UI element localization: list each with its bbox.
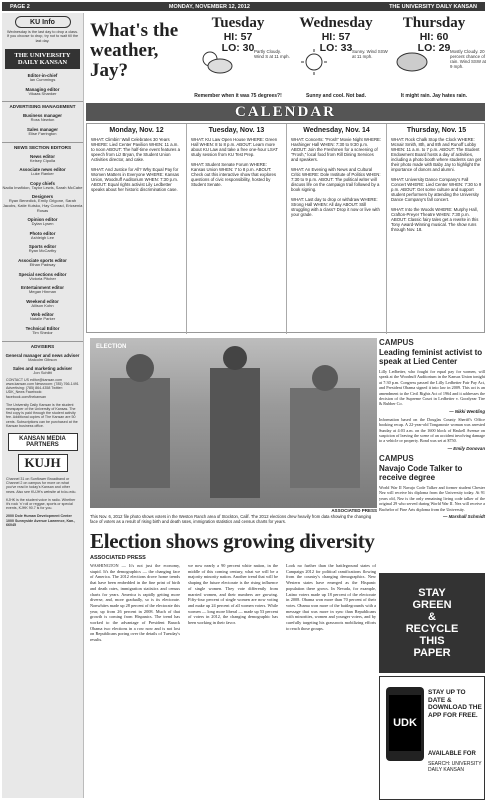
calendar-event: WHAT: And Justice for All? Why Equal Pay for Women Matters in Everyone WHERE: Kansas Union, Woodruff Auditorium WHEN: 7:30 p.m. ABOUT: Equal rights activist Lily Ledbetter speaks about her historic discrimination case. xyxy=(91,167,180,192)
staff-section-head: ADVERTISING MANAGEMENT xyxy=(2,101,83,109)
paper-name: THE UNIVERSITY DAILY KANSAN xyxy=(389,3,477,10)
staff-name: Ashleigh Lee xyxy=(30,234,55,240)
weather-low: LO: 33 xyxy=(319,42,353,54)
weather-day-name: Tuesday xyxy=(211,15,265,31)
staff-name: Tim Shedor xyxy=(32,329,53,335)
weather-day-name: Thursday xyxy=(402,15,466,31)
contact-info: CONTACT US editor@kansan.com www.kansan.com Newsroom: (785) 766-1491 Advertising: (785) 864-4358 Twitter: UDK_News Facebook: facebook.com/thekansan xyxy=(6,377,79,399)
app-ad xyxy=(379,676,485,800)
weather-day-name: Wednesday xyxy=(299,15,373,31)
issue-date: MONDAY, NOVEMBER 12, 2012 xyxy=(168,3,250,10)
calendar-date: Thursday, Nov. 15 xyxy=(406,127,467,134)
app-logo: UDK xyxy=(389,695,421,751)
ad-line: STAY xyxy=(418,587,446,599)
weather-day-wednesday xyxy=(288,15,388,99)
staff-title: Special sections editor xyxy=(18,271,67,277)
staff-name: Ethan Padway xyxy=(29,261,56,267)
staff-name: Ian Cummings xyxy=(29,77,56,83)
weather-high: HI: 57 xyxy=(321,31,351,43)
weather-low: LO: 30 xyxy=(221,42,255,54)
staff-title: Sales manager xyxy=(27,127,58,132)
staff-name: Dylan Lysen xyxy=(31,221,54,227)
voters-illustration xyxy=(90,338,377,508)
staff-name: Ross Newton xyxy=(30,117,55,123)
staff-title: Weekend editor xyxy=(26,298,59,304)
staff-title: Editor-in-chief xyxy=(27,73,58,79)
story-headline: Election shows growing diversity xyxy=(90,529,375,553)
staff-title: News editor xyxy=(30,153,55,159)
calendar-date: Wednesday, Nov. 14 xyxy=(303,127,370,134)
staff-name: Ryan McCarthy xyxy=(28,248,57,254)
app-ad-search: SEARCH: UNIVERSITY DAILY KANSAN xyxy=(428,761,482,773)
staff-title: Photo editor xyxy=(29,230,56,236)
cloudy-icon xyxy=(394,49,430,75)
section-label-2: CAMPUS xyxy=(379,453,414,463)
calendar-date: Tuesday, Nov. 13 xyxy=(208,127,265,134)
weather-desc: Mostly Cloudy. 20 percent chance of rain. Wind SSW at 9 mph. xyxy=(450,49,486,69)
brief-text: Lilly Ledbetter, who fought for equal pay for women, will speak at the Woodruff Auditorium in the Kansas Union tonight at 7:30 p.m. Congress passed the Lilly Ledbetter Fair Pay Act, and President Obama signed it into law in 2009. This act is an amendment to the Civil Rights Act of 1964 and it addresses the decision of the Supreme Court in Ledbetter v. Goodyear Tire & Rubber Co. xyxy=(379,369,485,407)
staff-title: Sports editor xyxy=(28,244,57,250)
calendar-col-thursday xyxy=(387,124,486,334)
crime-author: — Emily Donovan xyxy=(447,445,485,451)
staff-title: Entertainment editor xyxy=(21,285,64,291)
weather-caption: It might rain. Jay hates rain. xyxy=(400,93,468,99)
ad-line: GREEN xyxy=(412,599,452,611)
story-column-2: we now nearly a 90 percent white nation, in the middle of this coming century, what we will be a majority minority nation. Another trend that will be shaping the future electorate is the rising influence of single women. They vote differently from married women, and their numbers are growing. Fifty-four percent of single women are now voting and make up 24 percent of all women voters. While women — long more liberal — made up 53 percent of voters in 2012, the changing demographic has been working in their favor. xyxy=(188,563,278,626)
staff-name: Megan Hinman xyxy=(28,289,57,295)
ad-line: & xyxy=(428,611,436,623)
kujh-text: Channel 31 on Sunflower Broadband or Channel 2 on campus for more on what you've read in today's Kansan and other news. Also see KUJH's website at tv.ku.edu. xyxy=(6,476,77,494)
staff-title: Managing editor xyxy=(25,86,60,92)
staff-title: Sales and marketing adviser xyxy=(12,366,73,372)
staff-name: Elise Farrington xyxy=(28,131,57,136)
calendar-col-monday xyxy=(87,124,187,334)
weather-low: LO: 29 xyxy=(417,42,451,54)
calendar-banner xyxy=(86,103,485,121)
weather-caption: Remember when it was 75 degrees?! xyxy=(194,93,282,99)
staff-name: Natalie Parker xyxy=(29,316,56,322)
staff-title: General manager and news adviser xyxy=(5,352,80,358)
brief-headline-2: Navajo Code Talker to receive degree xyxy=(379,463,463,482)
calendar-col-wednesday xyxy=(287,124,387,334)
brief-headline: Leading feminist activist to speak at Lied Center xyxy=(379,348,483,366)
ku-info-text: Wednesday is the last day to drop a class. If you choose to drop, try not to wait till the last day. xyxy=(6,30,79,43)
weather-caption: Sunny and cool. Not bad. xyxy=(306,93,366,99)
story-column-3: Look no further than the battleground states of Campaign 2012 for political ramifications flowing from the country's changing demographics. New Western states have emerged as the Hispanic population there grows. In Nevada, for example, Latino voters made up 18 percent of the electorate in 2008. Obama won more than 70 percent of their votes. Obama won more of the battlegrounds with a message that was more in sync than Republicans with minorities, women and younger voters, and by carefully targeting his grassroots mobilizing efforts to reach those groups. xyxy=(286,563,376,631)
story-column-1: WASHINGTON — It's not just the economy, stupid. It's the demographics — the changing face of America. The 2012 elections drove home trends that have been embedded in the fine print of birth and death rates, immigration statistics and census charts for years. America is rapidly getting more diverse, and, more gradually, so is its electorate. Nonwhites made up 28 percent of the electorate this year, up from 26 percent in 2008. Much of that growth is coming from Hispanics. The trend has worked to the advantage of President Barack Obama two elections in a row now and is not lost on Republicans poring over the details of Tuesday's results. xyxy=(90,563,180,643)
photo-credit: ASSOCIATED PRESS xyxy=(331,508,377,513)
staff-name: Vikaas Shanker xyxy=(28,90,57,96)
staff-title: Copy chiefs xyxy=(30,180,55,186)
staff-name: Kelsey Cipolla xyxy=(29,157,56,163)
calendar-event: WHAT: Student Senate Forum WHERE: Kansas Union WHEN: 7 to 8 p.m. ABOUT: Check out this interactive show that explores questions of civic responsibility, hosted by Student Senate. xyxy=(191,162,277,187)
staff-title: Opinion editor xyxy=(27,217,58,223)
calendar-col-tuesday xyxy=(187,124,287,334)
calendar-date: Monday, Nov. 12 xyxy=(109,127,164,134)
brief-text-2: World War II Navajo Code Talker and former student Chester Nez will receive his diploma from the University today. At 91 years old, Nez is the only remaining living code talker of the original 29 who served during World War II. Nez will receive a Bachelor of Fine Arts diploma from the University. xyxy=(379,484,485,512)
story-byline: ASSOCIATED PRESS xyxy=(90,555,146,561)
staff-name: Nadia Imafidon, Taylor Lewis, Sarah McCabe xyxy=(2,184,83,190)
staff-name: Luke Ranker xyxy=(31,171,54,177)
ad-line: PAPER xyxy=(413,647,451,659)
weather-title: What's the weather, Jay? xyxy=(90,20,179,81)
sunny-icon xyxy=(296,49,332,75)
calendar-event: WHAT: Climbin' Wall Celebrates 30 Years WHERE: Lied Center Pavilion WHEN: 11 a.m. to noon ABOUT: The half-time event features a speech from Liz Bryan, the Student Union Activities director, and cake. xyxy=(91,137,181,162)
staff-name: Victoria Pitcher xyxy=(29,275,56,281)
kujh-logo: KUJH xyxy=(18,454,68,472)
section-label: CAMPUS xyxy=(379,338,414,347)
staff-title: Technical Editor xyxy=(25,325,60,331)
weather-high: HI: 60 xyxy=(419,31,449,43)
crime-text: Information based on the Douglas County Sheriff's Office booking recap. A 22-year-old Tonganoxie woman was arrested Sunday at 4:03 a.m. on the 1600 block of Haskell Avenue on suspicion of leaving the scene of an accident involving damage to a vehicle or property. Bond was set at $750. xyxy=(379,416,485,444)
address: 2000 Dole Human Development Center 1000 Sunnyside Avenue Lawrence, Kan., 66045 xyxy=(6,514,76,527)
brief-author-2: — Marshall Schmidt xyxy=(443,513,485,519)
sidebar xyxy=(2,13,84,798)
staff-title: Designers xyxy=(31,194,54,200)
partly-cloudy-icon xyxy=(198,49,234,75)
ku-info-logo: KU Info xyxy=(15,16,71,28)
calendar-event: WHAT: Rock Chalk Stop the Clock WHERE: Mcnair Smith, 8th, and 8th and Runoff Lobby WHEN: 11 a.m. to 7 p.m. ABOUT: The Student Endowment Board hosts a day of activities, including a photo booth where students can get their photo made with Baby Jay to highlight the importance of donors and alumni. xyxy=(391,137,482,172)
page-number: PAGE 2 xyxy=(10,3,30,10)
right-column xyxy=(379,338,485,519)
calendar-event: WHAT: Into the Woods WHERE: Murphy Hall, Crafton-Preyer Theatre WHEN: 7:30 p.m. ABOUT: Classic fairy tales get a rewrite in this Tony Award-Winning musical. The show runs through Nov. 18. xyxy=(391,207,479,232)
photo-caption: This Nov. 6, 2012 file photo shows voters in the Weston Ranch area of Stockton, Calif. The 2012 elections drew heavily from data showing the changing face of voters as a result of rising birth and death rates, immigration statistics and census charts for years. xyxy=(90,514,372,524)
staff-section-head: NEWS SECTION EDITORS xyxy=(2,142,83,150)
weather-day-thursday xyxy=(386,15,486,99)
recycle-ad xyxy=(379,573,485,673)
calendar-event: WHAT: KU Law Open House WHERE: Green Hall WHEN: 8 to 8 p.m. ABOUT: Learn more about KU Law and take a free one-hour LSAT study session from KU Test Prep. xyxy=(191,137,278,157)
weather-desc: Partly Cloudy. Wind S at 11 mph. xyxy=(254,49,290,59)
staff-name: Malcolm Gibson xyxy=(28,356,57,362)
calendar xyxy=(86,123,485,333)
staff-section-head: ADVISERS xyxy=(2,341,83,349)
calendar-event: WHAT: Last day to drop or withdraw WHERE: Strong Hall WHEN: All day ABOUT: Still struggling with a class? Drop it now or live with your grade. xyxy=(291,197,380,217)
calendar-event: WHAT: Concerts: "Frosh" Movie Night WHERE: Hashinger Hall WHEN: 7:30 to 9:30 p.m. ABOUT: Join the Freshmen for a screening of "Frosh," local food from Rill Dining Services and speakers. xyxy=(291,137,382,162)
calendar-event: WHAT: University Dance Company's Fall Concert WHERE: Lied Center WHEN: 7:30 to 9 p.m. ABOUT: Get some culture and support student performers by attending the University Dance Company's fall concert. xyxy=(391,177,482,202)
staff-title: Associate news editor xyxy=(19,167,66,173)
brief-author: — Nikki Wentling xyxy=(449,408,485,414)
about-paper: The University Daily Kansan is the student newspaper of the University of Kansas. The first copy is paid through the student activity fee. Additional copies of The Kansan are 50 cents. Subscriptions can be purchased at the Kansan business office. xyxy=(6,402,78,428)
staff-title: Web editor xyxy=(31,312,54,318)
page-header-bar xyxy=(2,2,485,11)
staff-name: Jon Schlitt xyxy=(33,370,52,376)
calendar-event: WHAT: An Evening with News and Cultural Critic WHERE: Dole Institute of Politics WHEN: 7:30 to 9 p.m. ABOUT: The political writer will discuss life on the campaign trail followed by a book signing. xyxy=(291,167,381,192)
staff-name: Allison Kohn xyxy=(31,302,54,308)
kansan-media-partners: KANSAN MEDIA PARTNERS xyxy=(8,433,78,451)
ad-line: THIS xyxy=(419,635,445,647)
weather-day-tuesday xyxy=(190,15,290,99)
weather-desc: Sunny. Wind SSW at 11 mph. xyxy=(352,49,388,59)
staff-list xyxy=(2,73,83,375)
app-ad-text: STAY UP TO DATE & DOWNLOAD THE APP FOR FREE. xyxy=(428,689,482,719)
staff-title: Associate sports editor xyxy=(18,257,67,263)
phone-icon xyxy=(386,687,424,761)
calendar-title: CALENDAR xyxy=(234,103,336,120)
photo-label: ELECTION xyxy=(96,344,127,350)
weather-section xyxy=(86,13,485,101)
masthead: THE UNIVERSITY DAILY KANSAN xyxy=(5,49,80,69)
kjhk-text: KJHK is the student voice in radio. Whether it's rock 'n' roll or reggae, sports or special events, KJHK 90.7 is for you. xyxy=(6,497,76,511)
staff-name: Ryan Benedick, Emily Grigone, Sarah Jacobs, Katie Kutsko, Hay Conrad, Ericsenia Rosas xyxy=(2,198,83,213)
staff-title: Business manager xyxy=(22,113,63,119)
ad-line: RECYCLE xyxy=(405,623,459,635)
weather-high: HI: 57 xyxy=(223,31,253,43)
election-photo xyxy=(90,338,377,508)
app-ad-available: AVAILABLE FOR xyxy=(428,751,476,757)
